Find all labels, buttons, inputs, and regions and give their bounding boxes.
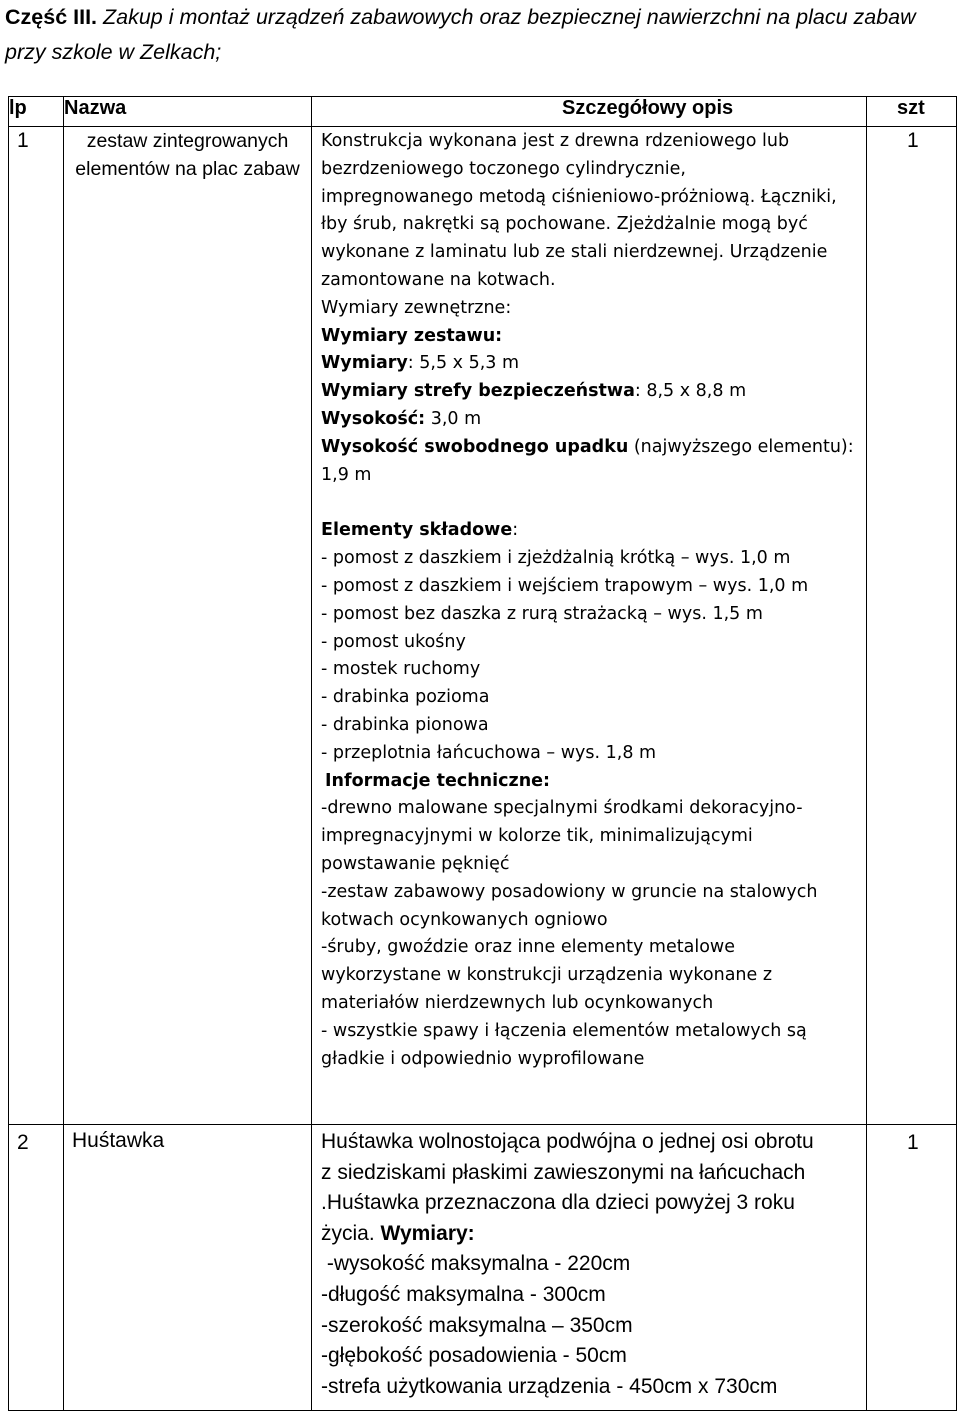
safety-zone-line [321,378,866,406]
component-item: - drabinka pozioma [321,687,490,708]
header-description: Szczegółowy opis [312,97,867,127]
description-line-end: życia. [321,1221,381,1245]
description-line [321,1219,866,1250]
height-value: 3,0 m [425,408,482,429]
dimension-item: -wysokość maksymalna - 220cm [321,1252,631,1276]
technical-info-line: gładkie i odpowiednio wyprofilowane [321,1048,645,1069]
header-lp: lp [9,97,64,127]
set-dimensions-label: Wymiary zestawu: [321,325,503,346]
dimension-item: -głębokość posadowienia - 50cm [321,1344,627,1368]
technical-info-line: -zestaw zabawowy posadowiony w gruncie na stalowych [321,881,818,902]
components-heading [321,517,866,545]
item-description [312,127,867,1125]
table-row [9,1125,957,1411]
component-item: - pomost bez daszka z rurą strażacką – wys. 1,5 m [321,603,763,624]
header-name: Nazwa [64,97,312,127]
technical-info-line: -drewno malowane specjalnymi środkami dekoracyjno- [321,798,803,819]
description-line: Huśtawka wolnostojąca podwójna o jednej osi obrotu [321,1130,814,1153]
component-item: - pomost ukośny [321,631,466,652]
section-heading [5,0,955,70]
safety-zone-value: : 8,5 x 8,8 m [634,381,747,402]
item-name: zestaw zintegrowanych elementów na plac zabaw [64,127,312,1125]
dimension-item: -długość maksymalna - 300cm [321,1282,606,1306]
safety-zone-label: Wymiary strefy bezpieczeństwa [321,381,635,402]
component-item: - drabinka pionowa [321,714,489,735]
item-name: Huśtawka [64,1125,312,1411]
section-title: Zakup i montaż urządzeń zabawowych oraz bezpiecznej nawierzchni na placu zabaw przy szkole w Zelkach; [5,5,916,64]
description-line: zamontowane na kotwach. [321,269,556,290]
technical-info-line: -śruby, gwoździe oraz inne elementy metalowe [321,937,735,958]
description-line: .Huśtawka przeznaczona dla dzieci powyżej 3 roku [321,1191,795,1215]
components-label: Elementy składowe [321,520,513,541]
technical-info-line: impregnacyjnymi w kolorze tik, minimalizującymi [321,826,753,847]
height-label: Wysokość: [321,408,426,429]
technical-info-line: - wszystkie spawy i łączenia elementów metalowych są [321,1020,807,1041]
dimensions-label: Wymiary [321,353,408,374]
technical-info-line: wykorzystane w konstrukcji urządzenia wykonane z [321,965,773,986]
external-dimensions-label: Wymiary zewnętrzne: [321,297,512,318]
dimension-item: -szerokość maksymalna – 350cm [321,1313,633,1337]
dimensions-value: : 5,5 x 5,3 m [407,353,520,374]
fall-height-qualifier: (najwyższego elementu): [628,436,854,457]
component-item: - pomost z daszkiem i zjeżdżalnią krótką – wys. 1,0 m [321,548,791,569]
technical-info-heading: Informacje techniczne: [325,770,551,791]
description-line: z siedziskami płaskimi zawieszonymi na łańcuchach [321,1160,806,1184]
height-line [321,406,866,434]
item-description [312,1125,867,1411]
header-quantity: szt [867,97,957,127]
description-line: bezrdzeniowego toczonego cylindrycznie, [321,158,686,179]
row-number: 2 [9,1125,64,1411]
table-header-row [9,97,957,127]
component-item: - przeplotnia łańcuchowa – wys. 1,8 m [321,742,657,763]
technical-info-line: materiałów nierdzewnych lub ocynkowanych [321,992,714,1013]
technical-info-line: powstawanie pęknięć [321,853,510,874]
description-line: Konstrukcja wykonana jest z drewna rdzeniowego lub [321,131,790,151]
fall-height-label: Wysokość swobodnego upadku [321,436,629,457]
dimensions-line [321,350,866,378]
components-colon: : [512,520,519,541]
description-line: łby śrub, nakrętki są pochowane. Zjeżdżalnie mogą być [321,214,808,235]
dimension-item: -strefa użytkowania urządzenia - 450cm x 730cm [321,1374,778,1398]
component-item: - pomost z daszkiem i wejściem trapowym – wys. 1,0 m [321,575,809,596]
row-number: 1 [9,127,64,1125]
table-row [9,127,957,1125]
description-line: wykonane z laminatu lub ze stali nierdzewnej. Urządzenie [321,242,828,263]
fall-height-line [321,434,866,462]
specification-table [8,96,957,1411]
dimensions-label: Wymiary: [380,1221,475,1245]
part-label: Część III. [5,5,98,29]
component-item: - mostek ruchomy [321,659,481,680]
fall-height-value: 1,9 m [321,464,372,485]
technical-info-line: kotwach ocynkowanych ogniowo [321,909,608,930]
item-quantity: 1 [867,1125,957,1411]
item-quantity: 1 [867,127,957,1125]
description-line: impregnowanego metodą ciśnieniowo-próżniową. Łączniki, [321,186,837,207]
